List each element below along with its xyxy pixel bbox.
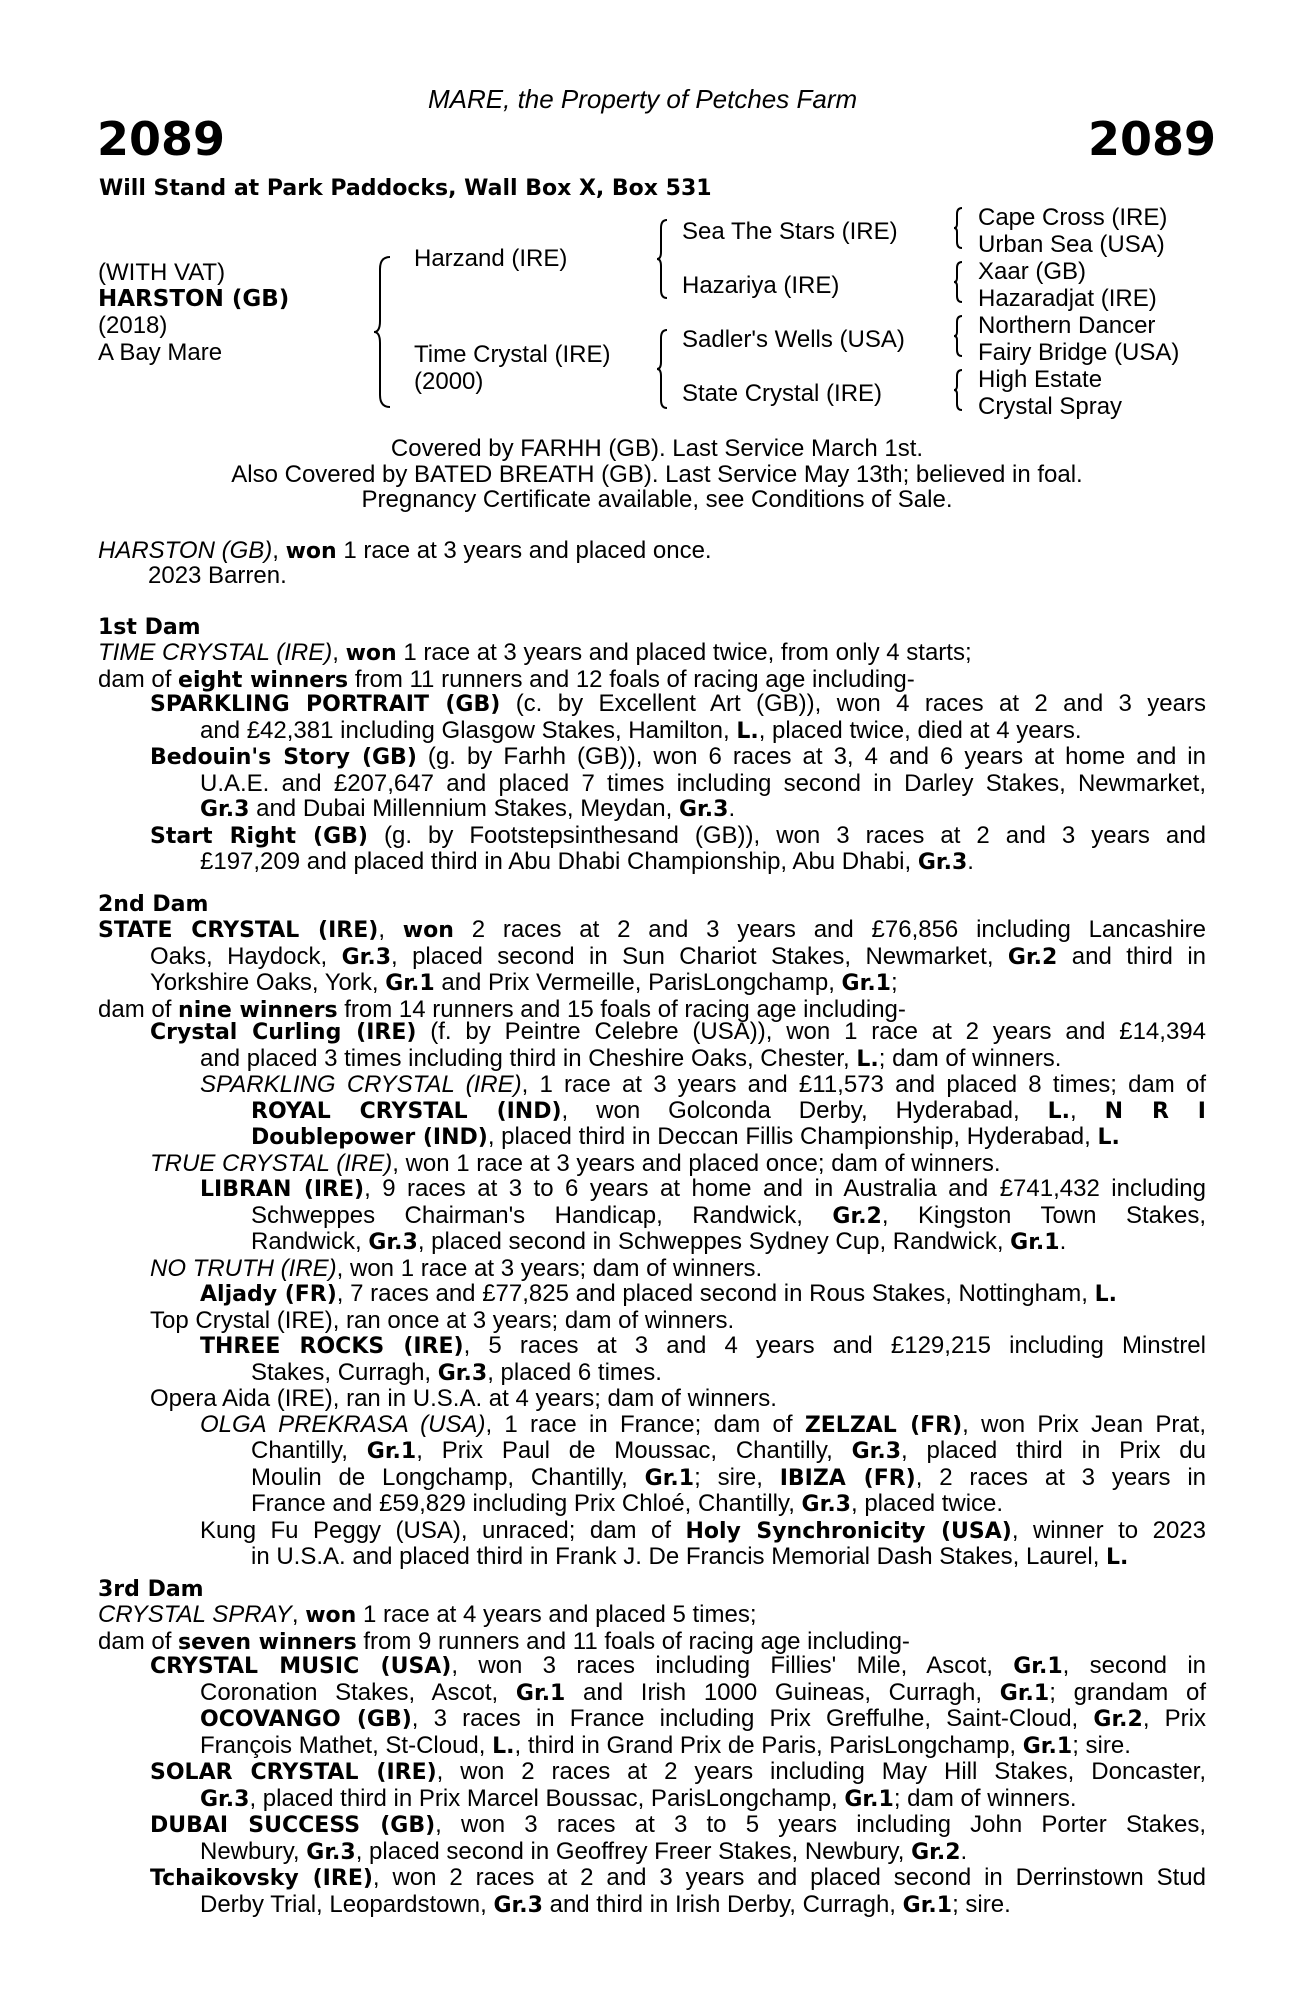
pedigree-dam: Time Crystal (IRE) (414, 341, 611, 368)
section-2nd-dam: 2nd Dam (98, 892, 209, 917)
pedigree-sss: Cape Cross (IRE) (978, 204, 1168, 231)
pedigree-sire-sire: Sea The Stars (IRE) (682, 218, 898, 245)
stand-location: Will Stand at Park Paddocks, Wall Box X, Box 531 (99, 176, 712, 201)
pedigree-brace-main (372, 255, 392, 409)
pedigree-dsd: Fairy Bridge (USA) (978, 339, 1180, 366)
covering-line-3: Pregnancy Certificate available, see Conditions of Sale. (361, 486, 953, 513)
third-dam-text: CRYSTAL SPRAY, won 1 race at 4 years and placed 5 times; dam of seven winners from 9 runners and 11 foals of racing age including- (98, 1601, 910, 1655)
pedigree-dds: High Estate (978, 366, 1103, 393)
vat-note: (WITH VAT) (98, 259, 226, 286)
pedigree-brace-ss (952, 206, 964, 250)
first-dam-text: TIME CRYSTAL (IRE), won 1 race at 3 years and placed twice, from only 4 starts; dam of eight winners from 11 runners and 12 foals of racing age including- (98, 639, 972, 693)
pedigree-ssd: Urban Sea (USA) (978, 231, 1165, 258)
lot-number-right: 2089 (1088, 112, 1217, 166)
intro-line: HARSTON (GB), won 1 race at 3 years and placed once. (98, 537, 712, 564)
seller-line: MARE, the Property of Petches Farm (428, 84, 858, 114)
horse-description: A Bay Mare (98, 339, 223, 366)
pedigree-sds: Xaar (GB) (978, 258, 1087, 285)
pedigree-brace-sd (952, 260, 964, 304)
horse-year: (2018) (98, 312, 168, 339)
third-dam-progeny: CRYSTAL MUSIC (USA), won 3 races including Fillies' Mile, Ascot, Gr.1, second in Coronation Stakes, Ascot, Gr.1 and Irish 1000 Guineas, Curragh, Gr.1; grandam of OCOVANGO (GB), 3 races in France including Prix Greffulhe, Saint-Cloud, Gr.2, Prix François Mathet, St-Cloud, L., third in Grand Prix de Paris, ParisLongchamp, Gr.1; sire. SOLAR CRYSTAL (IRE), won 2 races at 2 years including May Hill Stakes, Doncaster, Gr.3, placed third in Prix Marcel Boussac, ParisLongchamp, Gr.1; dam of winners. DUBAI SUCCESS (GB), won 3 races at 3 to 5 years including John Porter Stakes, Newbury, Gr.3, placed second in Geoffrey Freer Stakes, Newbury, Gr.2. Tchaikovsky (IRE), won 2 races at 2 and 3 years and placed second in Derrinstown Stud Derby Trial, Leopardstown, Gr.3 and third in Irish Derby, Curragh, Gr.1; sire. (150, 1652, 1207, 1918)
pedigree-sire: Harzand (IRE) (414, 245, 568, 272)
horse-name: HARSTON (GB) (98, 286, 290, 312)
intro-note: 2023 Barren. (148, 562, 287, 589)
pedigree-brace-dam (655, 328, 669, 410)
pedigree-brace-sire (655, 218, 669, 300)
pedigree-brace-dd (952, 368, 964, 412)
pedigree-sire-dam: Hazariya (IRE) (682, 272, 840, 299)
lot-number-left: 2089 (97, 112, 226, 166)
pedigree-dam-year: (2000) (414, 368, 484, 395)
pedigree-brace-ds (952, 314, 964, 358)
pedigree-ddd: Crystal Spray (978, 393, 1123, 420)
section-3rd-dam: 3rd Dam (98, 1577, 204, 1602)
pedigree-dss: Northern Dancer (978, 312, 1156, 339)
second-dam-progeny: Crystal Curling (IRE) (f. by Peintre Celebre (USA)), won 1 race at 2 years and £14,394 and placed 3 times including third in Cheshire Oaks, Chester, L.; dam of winners. SPARKLING CRYSTAL (IRE), 1 race at 3 years and £11,573 and placed 8 times; dam of ROYAL CRYSTAL (IND), won Golconda Derby, Hyderabad, L., N R I Doublepower (IND), placed third in Deccan Fillis Championship, Hyderabad, L. TRUE CRYSTAL (IRE), won 1 race at 3 years and placed once; dam of winners. LIBRAN (IRE), 9 races at 3 to 6 years at home and in Australia and £741,432 including Schweppes Chairman's Handicap, Randwick, Gr.2, Kingston Town Stakes, Randwick, Gr.3, placed second in Schweppes Sydney Cup, Randwick, Gr.1. NO TRUTH (IRE), won 1 race at 3 years; dam of winners. Aljady (FR), 7 races and £77,825 and placed second in Rous Stakes, Nottingham, L. Top Crystal (IRE), ran once at 3 years; dam of winners. THREE ROCKS (IRE), 5 races at 3 and 4 years and £129,215 including Minstrel Stakes, Curragh, Gr.3, placed 6 times. Opera Aida (IRE), ran in U.S.A. at 4 years; dam of winners. OLGA PREKRASA (USA), 1 race in France; dam of ZELZAL (FR), won Prix Jean Prat, Chantilly, Gr.1, Prix Paul de Moussac, Chantilly, Gr.3, placed third in Prix du Moulin de Longchamp, Chantilly, Gr.1; sire, IBIZA (FR), 2 races at 3 years in France and £59,829 including Prix Chloé, Chantilly, Gr.3, placed twice. Kung Fu Peggy (USA), unraced; dam of Holy Synchronicity (USA), winner to 2023 in U.S.A. and placed third in Frank J. De Francis Memorial Dash Stakes, Laurel, L. (150, 1018, 1207, 1570)
section-1st-dam: 1st Dam (98, 615, 201, 640)
pedigree-dam-sire: Sadler's Wells (USA) (682, 326, 905, 353)
pedigree-dam-dam: State Crystal (IRE) (682, 380, 883, 407)
covering-line-1: Covered by FARHH (GB). Last Service March 1st. (390, 435, 924, 462)
second-dam-text: STATE CRYSTAL (IRE), won 2 races at 2 and 3 years and £76,856 including Lancashire Oaks, Haydock, Gr.3, placed second in Sun Chariot Stakes, Newmarket, Gr.2 and third in Yorkshire Oaks, York, Gr.1 and Prix Vermeille, ParisLongchamp, Gr.1; dam of nine winners from 14 runners and 15 foals of racing age including- (98, 916, 1206, 1023)
first-dam-progeny: SPARKLING PORTRAIT (GB) (c. by Excellent Art (GB)), won 4 races at 2 and 3 years and £42,381 including Glasgow Stakes, Hamilton, L., placed twice, died at 4 years. Bedouin's Story (GB) (g. by Farhh (GB)), won 6 races at 3, 4 and 6 years at home and in U.A.E. and £207,647 and placed 7 times including second in Darley Stakes, Newmarket, Gr.3 and Dubai Millennium Stakes, Meydan, Gr.3. Start Right (GB) (g. by Footstepsinthesand (GB)), won 3 races at 2 and 3 years and £197,209 and placed third in Abu Dhabi Championship, Abu Dhabi, Gr.3. (150, 690, 1206, 875)
covering-line-2: Also Covered by BATED BREATH (GB). Last Service May 13th; believed in foal. (231, 461, 1083, 488)
pedigree-sdd: Hazaradjat (IRE) (978, 285, 1157, 312)
